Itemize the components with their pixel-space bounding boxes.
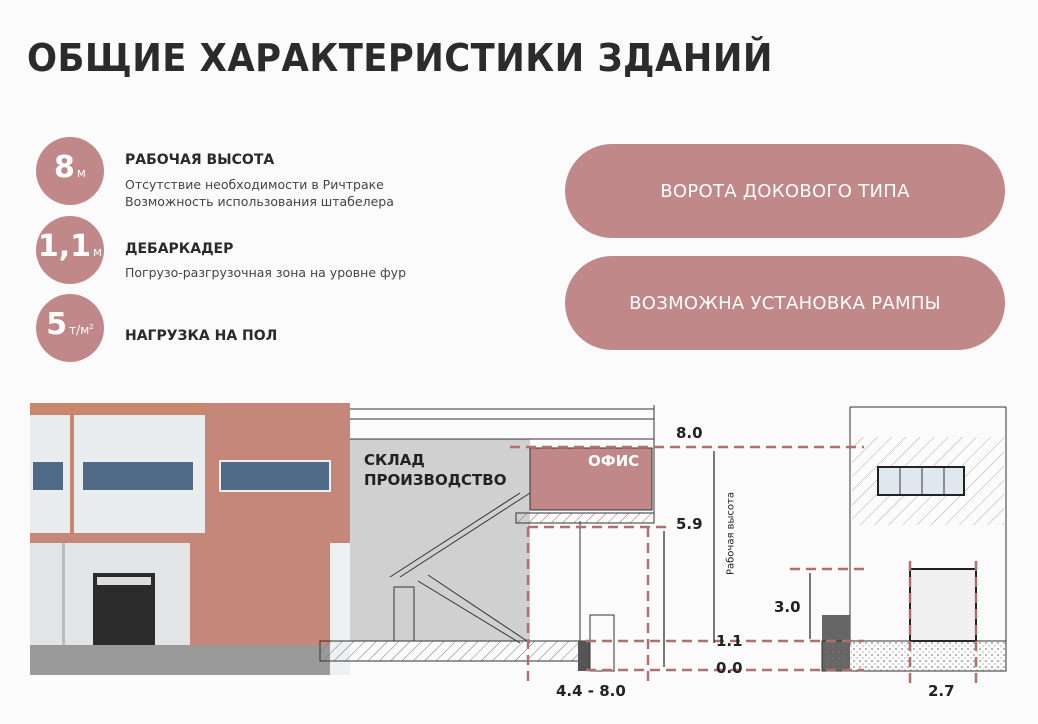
gate-height: 3.0 bbox=[774, 598, 801, 616]
feature-desc: Погрузо-разгрузочная зона на уровне фур bbox=[125, 265, 407, 280]
section-drawing bbox=[320, 405, 654, 671]
level-1-1: 1.1 bbox=[716, 632, 743, 650]
pill-ramp: ВОЗМОЖНА УСТАНОВКА РАМПЫ bbox=[565, 256, 1005, 350]
page-title: ОБЩИЕ ХАРАКТЕРИСТИКИ ЗДАНИЙ bbox=[27, 36, 773, 80]
feature-title: НАГРУЗКА НА ПОЛ bbox=[125, 328, 278, 344]
level-8: 8.0 bbox=[676, 424, 703, 442]
vertical-label: Рабочая высота bbox=[725, 491, 737, 576]
value-badge: 1,1 м bbox=[36, 216, 104, 284]
feature-desc: Возможность использования штабелера bbox=[125, 194, 394, 209]
span-label: 4.4 - 8.0 bbox=[556, 682, 626, 700]
feature-desc: Отсутствие необходимости в Ричтраке bbox=[125, 177, 384, 192]
level-5-9: 5.9 bbox=[676, 515, 703, 533]
label-warehouse-1: СКЛАД bbox=[364, 451, 425, 469]
building-section-illustration bbox=[0, 395, 1038, 685]
building-photo bbox=[30, 403, 350, 675]
value-badge: 8 м bbox=[36, 137, 104, 205]
label-office: ОФИС bbox=[588, 452, 640, 470]
level-0: 0.0 bbox=[716, 659, 743, 677]
value-badge: 5 $т/м^2$ bbox=[36, 294, 104, 362]
gate-width: 2.7 bbox=[928, 682, 955, 700]
feature-title: ДЕБАРКАДЕР bbox=[125, 241, 234, 257]
label-warehouse-2: ПРОИЗВОДСТВО bbox=[364, 471, 507, 489]
feature-title: РАБОЧАЯ ВЫСОТА bbox=[125, 152, 275, 168]
pill-dock-gates: ВОРОТА ДОКОВОГО ТИПА bbox=[565, 144, 1005, 238]
